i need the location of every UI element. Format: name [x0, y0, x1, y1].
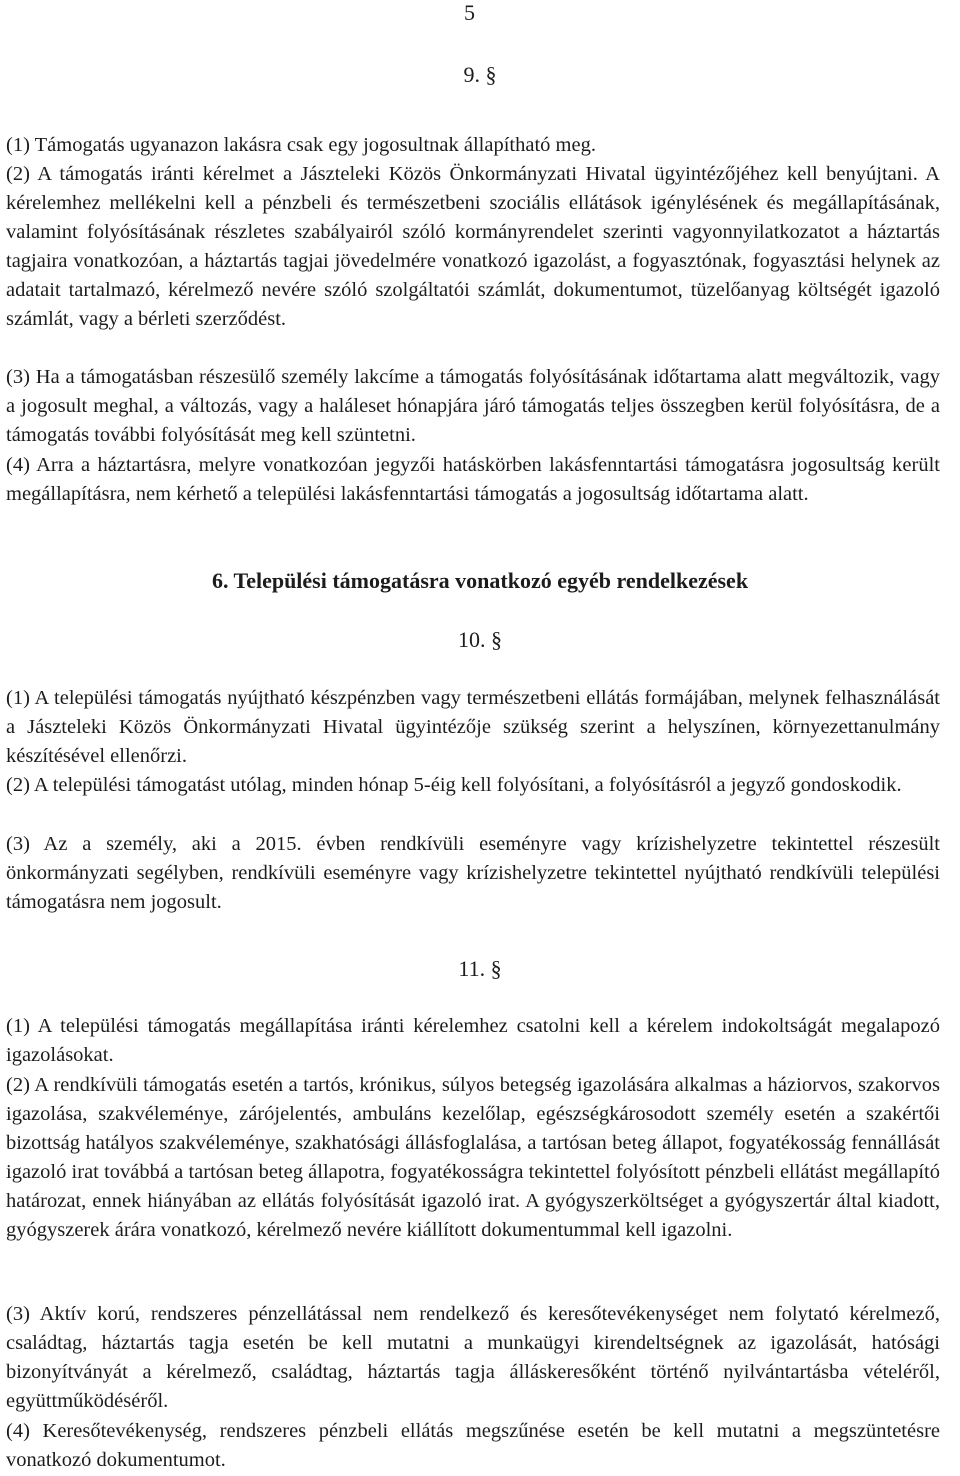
section-11-paragraph-2: (2) A rendkívüli támogatás esetén a tartós, krónikus, súlyos betegség igazolására alkalmas a háziorvos, szakorvos igazolása, szakvéleménye, zárójelentés, ambuláns kezelőlap, egészségkárosodott személy esetén a szakértői bizottság hatályos szakvéleménye, szakhatósági állásfoglalása, a tartósan beteg állapot, fogyatékosság fennállását igazoló irat továbbá a tartósan beteg állapotra, fogyatékosságra tekintettel folyósított pénzbeli ellátást megállapító határozat, ennek hiányában az ellátás folyósítását igazoló irat. A gyógyszerköltséget a gyógyszertár által kiadott, gyógyszerek árára vonatkozó, kérelmező nevére kiállított dokumentummal kell igazolni. — [6, 1074, 940, 1241]
section-10-title: 10. § — [458, 627, 502, 652]
section-9-title: 9. § — [463, 62, 497, 87]
section-10-paragraph-2: (2) A települési támogatást utólag, minden hónap 5-éig kell folyósítani, a folyósításról a jegyző gondoskodik. — [6, 774, 902, 796]
section-11-title: 11. § — [458, 956, 502, 981]
page-number: 5 — [464, 0, 475, 25]
section-9-paragraph-2: (2) A támogatás iránti kérelmet a Jászteleki Közös Önkormányzati Hivatal ügyintézőjéhez kell benyújtani. A kérelemhez mellékelni kell a pénzbeli és természetbeni szociális ellátások igénylésének és megállapításának, valamint folyósításának részletes szabályairól szóló kormányrendelet szerinti vagyonnyilatkozatot a háztartás tagjaira vonatkozóan, a háztartás tagjai jövedelmére vonatkozó igazolást, a fogyasztónak, fogyasztási helynek az adatait tartalmazó, kérelmező nevére szóló szolgáltatói számlát, dokumentumot, tüzelőanyag költségét igazoló számlát, vagy a bérleti szerződést. — [6, 163, 940, 330]
section-9-paragraph-1: (1) Támogatás ugyanazon lakásra csak egy jogosultnak állapítható meg. — [6, 134, 596, 156]
section-10-paragraph-3: (3) Az a személy, aki a 2015. évben rendkívüli eseményre vagy krízishelyzetre tekintettel részesült önkormányzati segélyben, rendkívüli eseményre vagy krízishelyzetre tekintettel nyújtható rendkívüli települési támogatásra nem jogosult. — [6, 833, 940, 913]
section-10-paragraph-1: (1) A települési támogatás nyújtható készpénzben vagy természetbeni ellátás formájában, melynek felhasználását a Jászteleki Közös Önkormányzati Hivatal ügyintézője szükség szerint a helyszínen, környezettanulmány készítésével ellenőrzi. — [6, 687, 940, 767]
section-11-paragraph-1: (1) A települési támogatás megállapítása iránti kérelemhez csatolni kell a kérelem indokoltságát megalapozó igazolásokat. — [6, 1015, 940, 1066]
chapter-6-title: 6. Települési támogatásra vonatkozó egyéb rendelkezések — [211, 568, 749, 593]
section-11-paragraph-4: (4) Keresőtevékenység, rendszeres pénzbeli ellátás megszűnése esetén be kell mutatni a megszüntetésre vonatkozó dokumentumot. — [6, 1420, 940, 1471]
section-11-paragraph-3: (3) Aktív korú, rendszeres pénzellátással nem rendelkező és keresőtevékenységet nem folytató kérelmező, családtag, háztartás tagja esetén be kell mutatni a munkaügyi kirendeltségnek az igazolását, hatósági bizonyítványát a kérelmező, családtag, háztartás tagja álláskeresőként történő nyilvántartásba vételéről, együttműködéséről. — [6, 1303, 940, 1412]
section-9-paragraph-3: (3) Ha a támogatásban részesülő személy lakcíme a támogatás folyósításának időtartama alatt megváltozik, vagy a jogosult meghal, a változás, vagy a haláleset hónapjára járó támogatás teljes összegben kerül folyósításra, de a támogatás további folyósítását meg kell szüntetni. — [6, 366, 940, 446]
section-9-paragraph-4: (4) Arra a háztartásra, melyre vonatkozóan jegyzői hatáskörben lakásfenntartási támogatásra jogosultság került megállapításra, nem kérhető a települési lakásfenntartási támogatás a jogosultság időtartama alatt. — [6, 454, 940, 505]
